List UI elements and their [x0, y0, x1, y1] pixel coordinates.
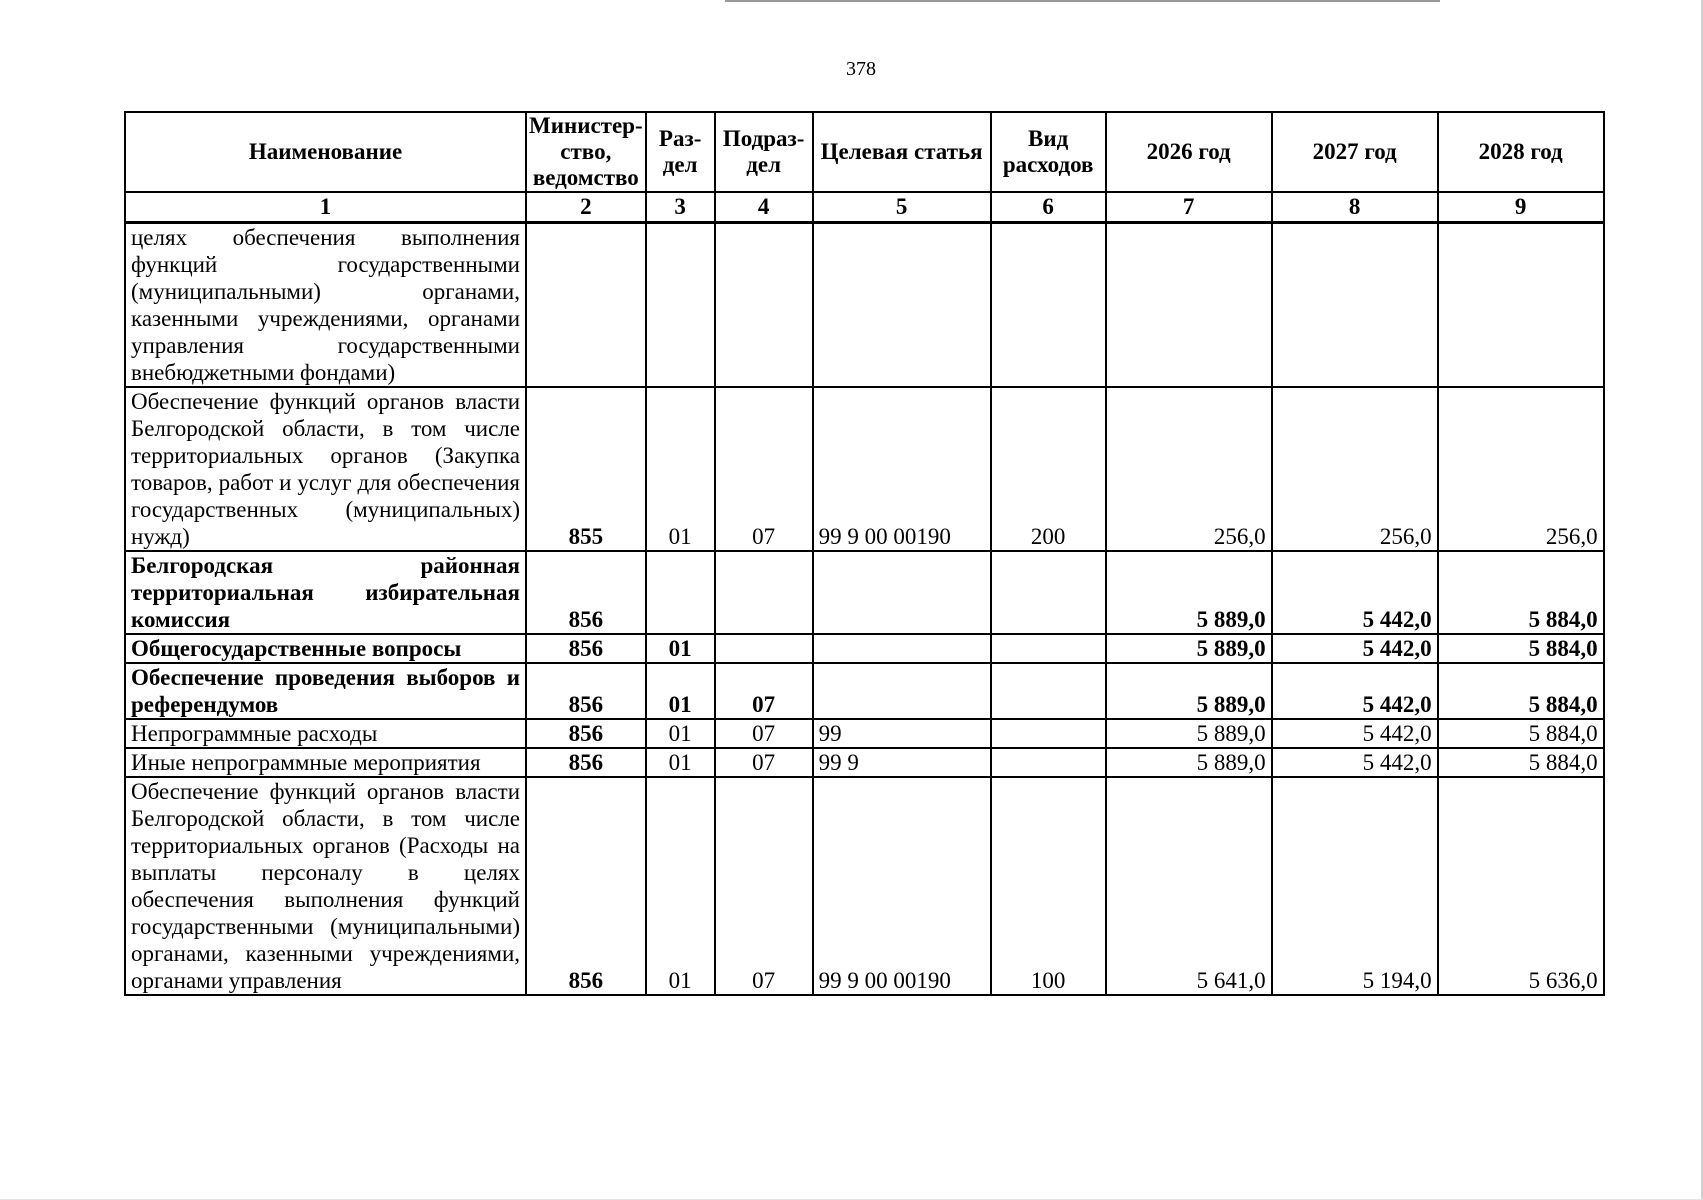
row-subsection	[715, 551, 813, 634]
col-number: 1	[125, 192, 526, 223]
row-section: 01	[646, 387, 715, 551]
row-expense-type	[991, 748, 1106, 777]
row-subsection	[715, 634, 813, 663]
col-header-ministry: Министер-ство, ведомство	[526, 112, 646, 192]
row-2027	[1272, 223, 1438, 388]
row-section: 01	[646, 777, 715, 995]
row-subsection: 07	[715, 748, 813, 777]
row-2028: 5 884,0	[1438, 719, 1604, 748]
column-number-row	[125, 192, 1604, 223]
row-2026: 5 641,0	[1106, 777, 1272, 995]
row-ministry: 856	[526, 634, 646, 663]
row-2026: 5 889,0	[1106, 663, 1272, 719]
row-expense-type: 100	[991, 777, 1106, 995]
row-target	[813, 551, 991, 634]
row-section	[646, 223, 715, 388]
row-2026: 5 889,0	[1106, 748, 1272, 777]
col-header-target: Целевая статья	[813, 112, 991, 192]
row-2028: 5 884,0	[1438, 748, 1604, 777]
col-header-name: Наименование	[125, 112, 526, 192]
row-2028: 5 884,0	[1438, 634, 1604, 663]
col-number: 7	[1106, 192, 1272, 223]
row-2028: 5 884,0	[1438, 663, 1604, 719]
row-name: Белгородская районная территориальная избирательная комиссия	[125, 551, 526, 634]
row-2027: 5 442,0	[1272, 663, 1438, 719]
row-target: 99 9 00 00190	[813, 387, 991, 551]
row-target	[813, 663, 991, 719]
row-2026: 5 889,0	[1106, 551, 1272, 634]
row-ministry	[526, 223, 646, 388]
header-row	[125, 112, 1604, 192]
row-section: 01	[646, 719, 715, 748]
col-header-subsection: Подраз-дел	[715, 112, 813, 192]
table-row	[125, 748, 1604, 777]
page-number: 378	[846, 58, 876, 80]
row-2028	[1438, 223, 1604, 388]
row-2028: 256,0	[1438, 387, 1604, 551]
row-subsection: 07	[715, 719, 813, 748]
table-row	[125, 634, 1604, 663]
row-subsection	[715, 223, 813, 388]
row-2026: 5 889,0	[1106, 634, 1272, 663]
col-number: 4	[715, 192, 813, 223]
row-subsection: 07	[715, 777, 813, 995]
scan-edge-top	[725, 0, 1440, 2]
row-2027: 5 442,0	[1272, 719, 1438, 748]
row-name: Иные непрограммные мероприятия	[125, 748, 526, 777]
row-section: 01	[646, 634, 715, 663]
row-subsection: 07	[715, 387, 813, 551]
row-2028: 5 636,0	[1438, 777, 1604, 995]
row-name: Общегосударственные вопросы	[125, 634, 526, 663]
col-header-section: Раз-дел	[646, 112, 715, 192]
table-row	[125, 777, 1604, 995]
budget-table	[124, 111, 1605, 996]
row-section: 01	[646, 663, 715, 719]
row-2027: 5 442,0	[1272, 551, 1438, 634]
col-number: 5	[813, 192, 991, 223]
row-name: Обеспечение проведения выборов и референдумов	[125, 663, 526, 719]
col-header-expense-type: Вид расходов	[991, 112, 1106, 192]
row-ministry: 856	[526, 777, 646, 995]
table-row	[125, 387, 1604, 551]
row-target: 99 9	[813, 748, 991, 777]
row-2027: 5 442,0	[1272, 748, 1438, 777]
row-2026: 5 889,0	[1106, 719, 1272, 748]
row-expense-type	[991, 719, 1106, 748]
row-target	[813, 223, 991, 388]
row-target	[813, 634, 991, 663]
table-row	[125, 551, 1604, 634]
table-row	[125, 663, 1604, 719]
row-2027: 256,0	[1272, 387, 1438, 551]
row-ministry: 856	[526, 663, 646, 719]
row-name: Непрограммные расходы	[125, 719, 526, 748]
row-expense-type	[991, 551, 1106, 634]
row-name: Обеспечение функций органов власти Белгородской области, в том числе территориальных органов (Закупка товаров, работ и услуг для обеспечения государственных (муниципальных) нужд)	[125, 387, 526, 551]
row-target: 99 9 00 00190	[813, 777, 991, 995]
row-expense-type	[991, 223, 1106, 388]
row-expense-type: 200	[991, 387, 1106, 551]
row-section: 01	[646, 748, 715, 777]
col-number: 8	[1272, 192, 1438, 223]
row-section	[646, 551, 715, 634]
row-ministry: 856	[526, 719, 646, 748]
row-ministry: 856	[526, 551, 646, 634]
row-2027: 5 442,0	[1272, 634, 1438, 663]
row-2027: 5 194,0	[1272, 777, 1438, 995]
col-header-2028: 2028 год	[1438, 112, 1604, 192]
col-number: 6	[991, 192, 1106, 223]
table-row	[125, 223, 1604, 388]
row-ministry: 856	[526, 748, 646, 777]
col-number: 9	[1438, 192, 1604, 223]
row-name: целях обеспечения выполнения функций государственными (муниципальными) органами, казенными учреждениями, органами управления государственными внебюджетными фондами)	[125, 223, 526, 388]
table-row	[125, 719, 1604, 748]
row-expense-type	[991, 634, 1106, 663]
row-ministry: 855	[526, 387, 646, 551]
col-number: 3	[646, 192, 715, 223]
col-header-2026: 2026 год	[1106, 112, 1272, 192]
row-expense-type	[991, 663, 1106, 719]
row-target: 99	[813, 719, 991, 748]
row-2028: 5 884,0	[1438, 551, 1604, 634]
col-number: 2	[526, 192, 646, 223]
row-subsection: 07	[715, 663, 813, 719]
col-header-2027: 2027 год	[1272, 112, 1438, 192]
row-2026	[1106, 223, 1272, 388]
row-2026: 256,0	[1106, 387, 1272, 551]
row-name: Обеспечение функций органов власти Белгородской области, в том числе территориальных органов (Расходы на выплаты персоналу в целях обеспечения выполнения функций государственными (муниципальными) органами, казенными учреждениями, органами управления	[125, 777, 526, 995]
